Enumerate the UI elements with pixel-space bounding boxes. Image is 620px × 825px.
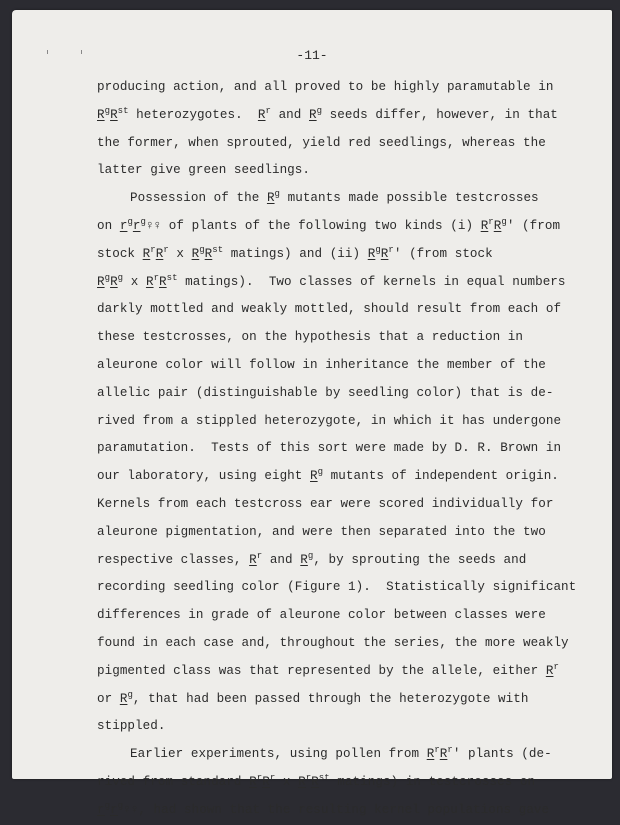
text-line: the former, when sprouted, yield red seedlings, whereas the [97, 135, 546, 150]
text-line: $R^gR^g$ x $R^rR^{st}$ matings). Two classes of kernels in equal numbers [97, 272, 566, 289]
text-line: stock $R^rR^r$ x $R^gR^{st}$ matings) and (ii) $R^gR^r'$ (from stock [97, 244, 493, 261]
text-line: Earlier experiments, using pollen from $R^rR^r'$ plants (de- [130, 745, 552, 762]
text-line: latter give green seedlings. [97, 163, 311, 178]
text-line: or $R^g$, that had been passed through the heterozygote with [97, 689, 529, 706]
text-line: Kernels from each testcross ear were scored individually for [97, 496, 554, 511]
text-line: Possession of the $R^g$ mutants made possible testcrosses [130, 189, 539, 206]
text-line: aleurone pigmentation, and were then separated into the two [97, 524, 546, 539]
text-line: producing action, and all proved to be highly paramutable in [97, 80, 554, 94]
text-line: aleurone color will follow in inheritance the member of the [97, 357, 546, 372]
page-number: -11- [296, 48, 328, 63]
text-line: differences in grade of aleurone color between classes were [97, 608, 546, 623]
text-line: respective classes, $R^r$ and $R^g$, by sprouting the seeds and [97, 550, 527, 567]
text-line: recording seedling color (Figure 1). Statistically significant [97, 580, 577, 595]
text-line: found in each case and, throughout the series, the more weakly [97, 635, 569, 650]
document-page [12, 10, 612, 817]
text-line: $R^gR^{st}$ heterozygotes. $R^r$ and $R^g$ seeds differ, however, in that [97, 105, 558, 122]
text-line: our laboratory, using eight $R^g$ mutants of independent origin. [97, 467, 559, 484]
text-line: stippled. [97, 719, 166, 734]
body-text [97, 74, 597, 825]
text-line: these testcrosses, on the hypothesis that a reduction in [97, 330, 524, 345]
text-line: $r^gr^g♀♀$, had shown that the resulting kernel populations gave [97, 800, 550, 817]
text-line: paramutation. Tests of this sort were made by D. R. Brown in [97, 441, 562, 456]
text-line: rived from a stippled heterozygote, in which it has undergone [97, 413, 562, 428]
text-line: pigmented class was that represented by the allele, either $R^r$ [97, 661, 559, 678]
text-line: on $r^gr^g♀♀$ of plants of the following two kinds (i) $R^rR^g'$ (from [97, 216, 561, 233]
text-line: darkly mottled and weakly mottled, should result from each of [97, 302, 562, 317]
text-line: rived from standard $R^rR^r$ x $R^rR^{st}$ matings) in testcrosses on [97, 772, 536, 789]
text-line: allelic pair (distinguishable by seedling color) that is de- [97, 385, 554, 400]
